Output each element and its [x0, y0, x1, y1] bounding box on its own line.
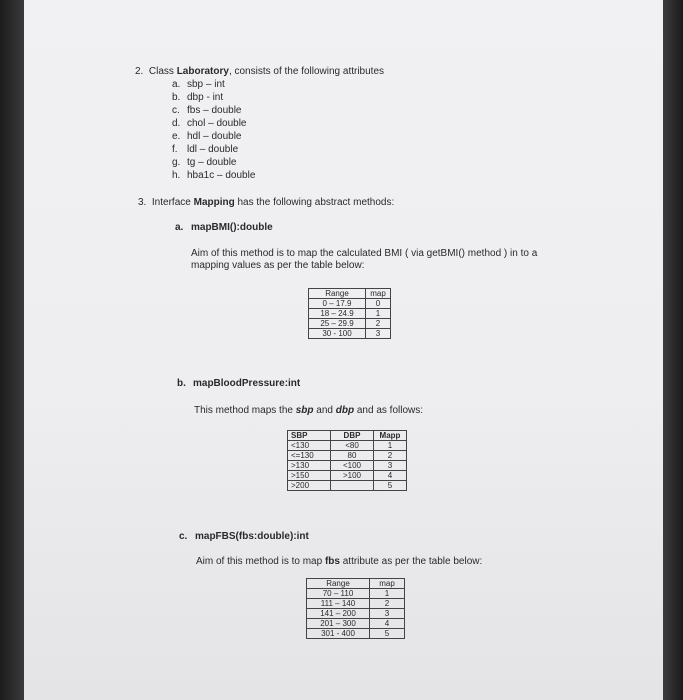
table-header-row: [307, 579, 405, 589]
interface-name: Mapping: [193, 197, 235, 208]
attribute-item: h. hba1c – double: [172, 170, 256, 181]
document-page: [24, 0, 663, 700]
table-row: <130 <80 1: [288, 441, 407, 451]
attribute-item: b. dbp - int: [172, 92, 224, 103]
class-name: Laboratory: [176, 66, 229, 77]
attribute-item: c. fbs – double: [172, 105, 242, 116]
photo-left-edge: [0, 0, 24, 700]
table-header-row: [309, 289, 391, 299]
method-a-signature: a. mapBMI():double: [175, 222, 273, 233]
item-number: 3.: [138, 197, 147, 208]
blood-pressure-mapping-table: [287, 430, 407, 491]
table-header: map: [370, 579, 405, 589]
item-number: 2.: [135, 66, 144, 77]
attribute-item: f. ldl – double: [172, 144, 239, 155]
table-header: SBP: [288, 431, 331, 441]
table-row: 30 - 100 3: [309, 329, 391, 339]
bmi-mapping-table: [308, 288, 391, 339]
table-header: DBP: [331, 431, 374, 441]
attribute-item: e. hdl – double: [172, 131, 242, 142]
photo-right-edge: [663, 0, 683, 700]
item-2-heading: [135, 66, 384, 77]
table-row: 301 - 400 5: [307, 629, 405, 639]
table-header: Range: [307, 579, 370, 589]
table-row: <=130 80 2: [288, 451, 407, 461]
heading-prefix: Interface: [151, 197, 194, 208]
table-row: >150 >100 4: [288, 471, 407, 481]
fbs-mapping-table: [306, 578, 405, 639]
method-c-description: Aim of this method is to map fbs attribute as per the table below:: [196, 556, 483, 567]
item-3-heading: [138, 197, 394, 208]
table-row: 25 – 29.9 2: [309, 319, 391, 329]
table-row: 201 – 300 4: [307, 619, 405, 629]
method-c-signature: c. mapFBS(fbs:double):int: [179, 531, 309, 542]
table-row: 18 – 24.9 1: [309, 309, 391, 319]
heading-suffix: has the following abstract methods:: [234, 197, 395, 208]
table-row: >130 <100 3: [288, 461, 407, 471]
heading-suffix: , consists of the following attributes: [228, 66, 385, 77]
table-row: 0 – 17.9 0: [309, 299, 391, 309]
table-row: 141 – 200 3: [307, 609, 405, 619]
table-row: 111 – 140 2: [307, 599, 405, 609]
method-b-description: This method maps the sbp and dbp and as follows:: [194, 405, 424, 416]
attribute-item: d. chol – double: [172, 118, 247, 129]
method-b-signature: b. mapBloodPressure:int: [177, 378, 301, 389]
method-a-description-line-2: mapping values as per the table below:: [191, 260, 365, 271]
table-header: Range: [309, 289, 366, 299]
table-header: Mapp: [374, 431, 407, 441]
table-header-row: [288, 431, 407, 441]
table-row: 70 – 110 1: [307, 589, 405, 599]
attribute-item: g. tg – double: [172, 157, 237, 168]
heading-prefix: Class: [148, 66, 177, 77]
method-a-description-line-1: Aim of this method is to map the calculated BMI ( via getBMI() method ) in to a: [191, 248, 538, 259]
table-row: >200 5: [288, 481, 407, 491]
table-header: map: [366, 289, 391, 299]
attribute-item: a. sbp – int: [172, 79, 225, 90]
